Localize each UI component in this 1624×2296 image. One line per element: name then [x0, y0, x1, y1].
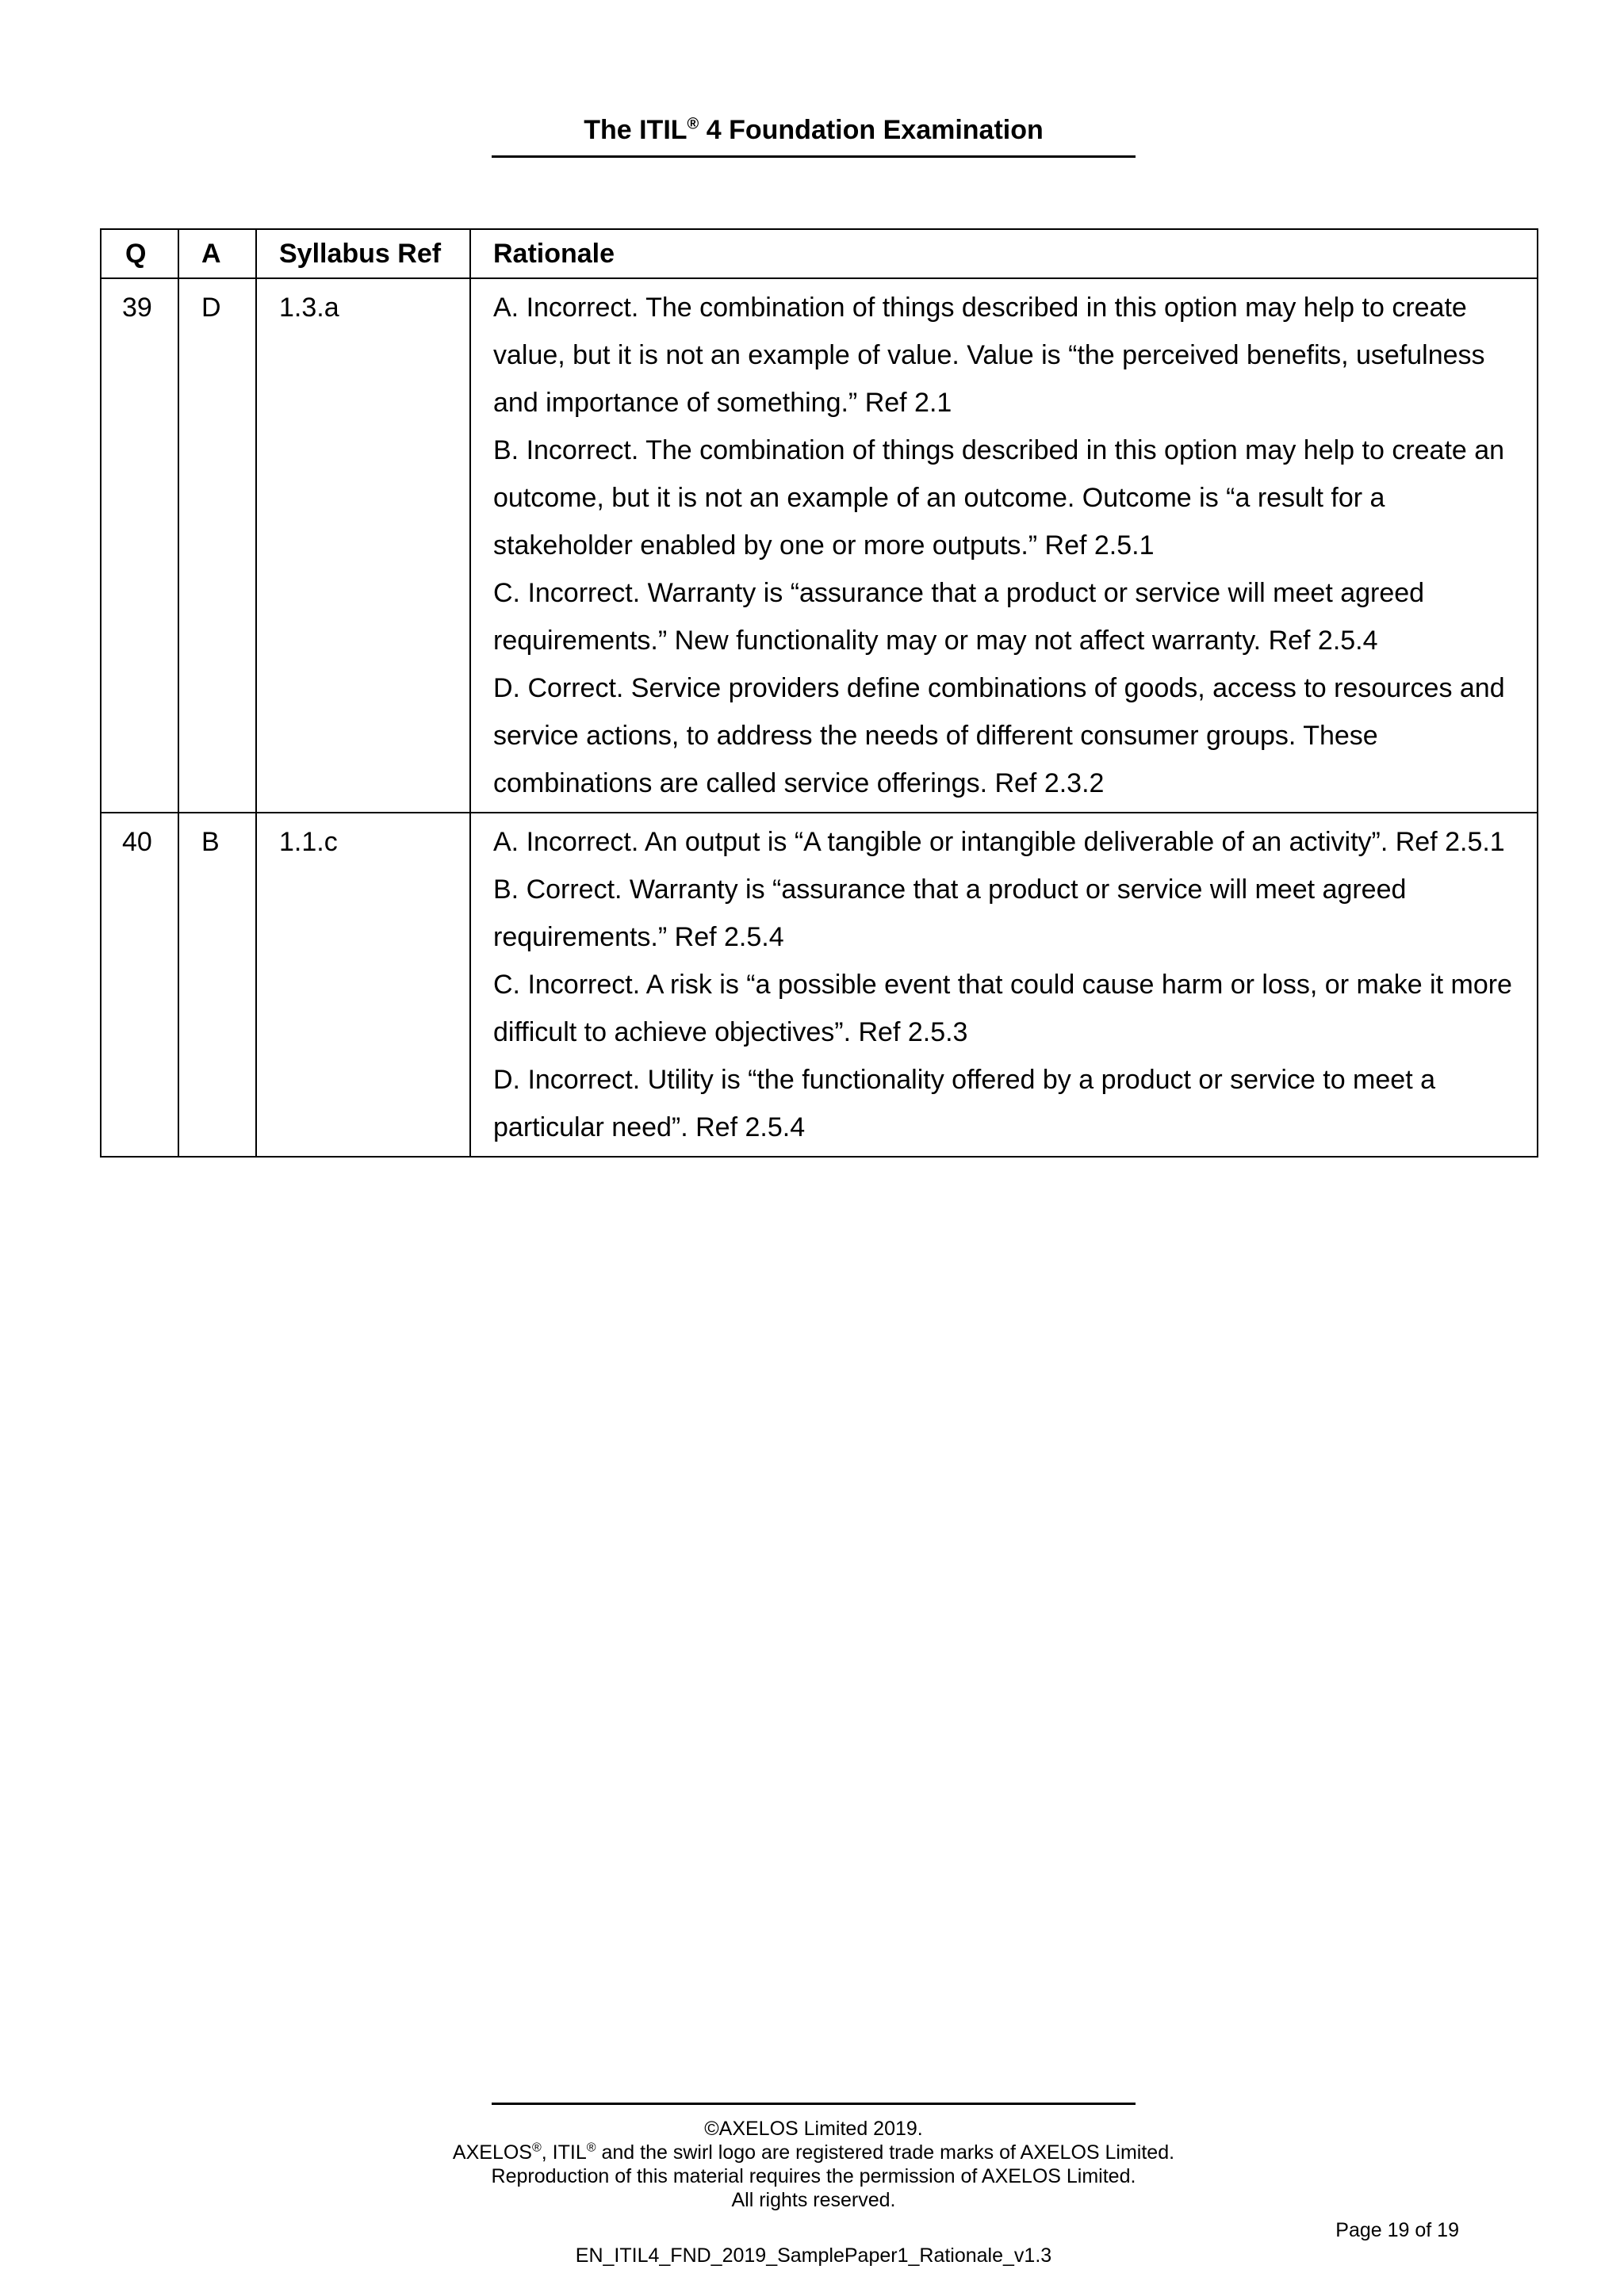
rationale-option-b: B. Correct. Warranty is “assurance that a product or service will meet agreed requirements.” Ref 2.5.4 — [493, 874, 1407, 952]
document-id: EN_ITIL4_FND_2019_SamplePaper1_Rationale_v1.3 — [575, 2244, 1052, 2267]
rationale-option-a: A. Incorrect. The combination of things described in this option may help to create value, but it is not an example of value. Value is “the perceived benefits, usefulness and importance of something.” Ref 2.1 — [493, 293, 1485, 418]
registered-mark: ® — [586, 2141, 596, 2155]
rationale-table — [100, 228, 1538, 1158]
rationale-cell — [470, 278, 1538, 813]
column-header-a: A — [178, 229, 256, 278]
header-rule — [492, 155, 1136, 158]
column-header-syllabus-ref: Syllabus Ref — [256, 229, 470, 278]
syllabus-ref: 1.1.c — [256, 813, 470, 1157]
registered-mark: ® — [531, 2141, 542, 2155]
page-number: Page 19 of 19 — [1335, 2219, 1459, 2241]
question-number: 39 — [101, 278, 178, 813]
rationale-option-d: D. Incorrect. Utility is “the functionality offered by a product or service to meet a particular need”. Ref 2.5.4 — [493, 1065, 1435, 1142]
registered-mark: ® — [687, 115, 699, 133]
trademark-rest: and the swirl logo are registered trade marks of AXELOS Limited. — [596, 2141, 1175, 2164]
footer-rights: All rights reserved. — [731, 2189, 896, 2211]
footer-reproduction: Reproduction of this material requires the permission of AXELOS Limited. — [491, 2165, 1136, 2187]
rationale-option-c: C. Incorrect. Warranty is “assurance that a product or service will meet agreed requirements.” New functionality may or may not affect warranty. Ref 2.5.4 — [493, 578, 1425, 656]
trademark-itil: , ITIL — [541, 2141, 587, 2164]
rationale-cell — [470, 813, 1538, 1157]
trademark-axelos: AXELOS — [452, 2141, 532, 2164]
rationale-option-c: C. Incorrect. A risk is “a possible event that could cause harm or loss, or make it more difficult to achieve objectives”. Ref 2.5.3 — [493, 970, 1512, 1047]
header-title-prefix: The ITIL — [584, 115, 688, 145]
rationale-option-d: D. Correct. Service providers define combinations of goods, access to resources and service actions, to address the needs of different consumer groups. These combinations are called service offerings. Ref 2.3.2 — [493, 673, 1505, 798]
header-title-suffix: 4 Foundation Examination — [699, 115, 1044, 145]
footer-notice — [333, 2117, 1294, 2212]
footer-copyright: ©AXELOS Limited 2019. — [704, 2118, 923, 2140]
page-header-title — [492, 113, 1136, 147]
footer-trademark — [333, 2141, 1294, 2164]
column-header-rationale: Rationale — [470, 229, 1538, 278]
column-header-q: Q — [101, 229, 178, 278]
table-header-row — [101, 229, 1538, 278]
footer-rule — [492, 2103, 1136, 2105]
table-row — [101, 813, 1538, 1157]
table-row — [101, 278, 1538, 813]
syllabus-ref: 1.3.a — [256, 278, 470, 813]
rationale-option-b: B. Incorrect. The combination of things described in this option may help to create an outcome, but it is not an example of an outcome. Outcome is “a result for a stakeholder enabled by one or more outputs.” Ref 2.5.1 — [493, 435, 1505, 561]
answer-letter: D — [178, 278, 256, 813]
answer-letter: B — [178, 813, 256, 1157]
question-number: 40 — [101, 813, 178, 1157]
rationale-option-a: A. Incorrect. An output is “A tangible or intangible deliverable of an activity”. Ref 2.5.1 — [493, 827, 1505, 857]
